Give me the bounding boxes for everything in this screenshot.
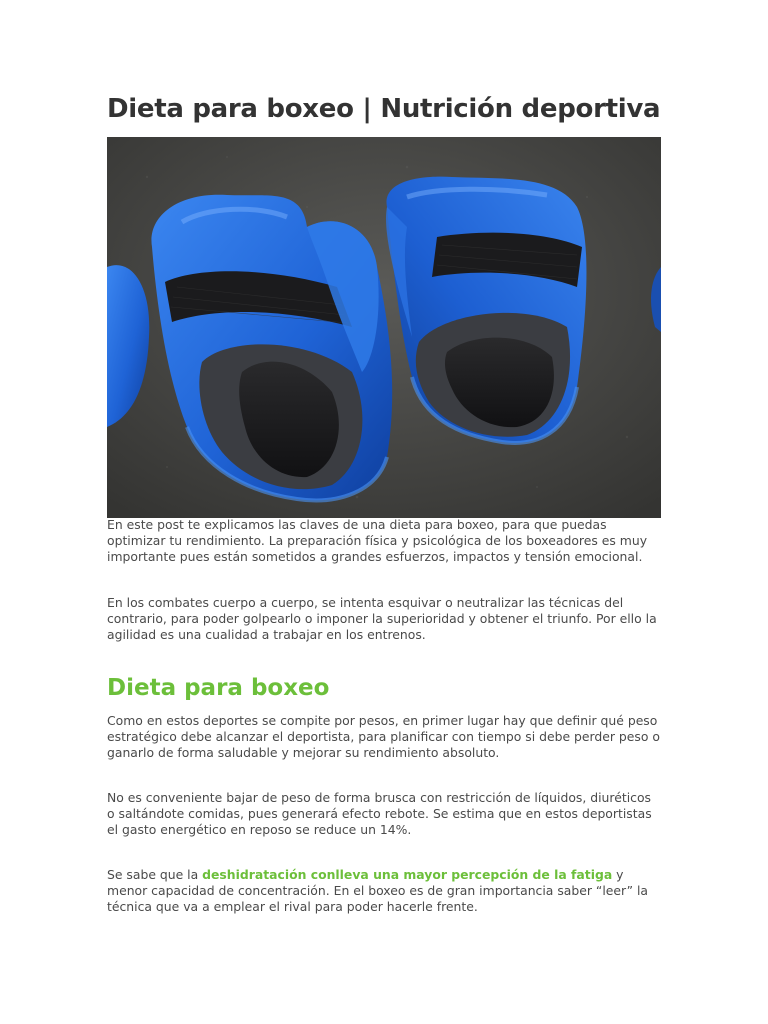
section-paragraph-2: No es conveniente bajar de peso de forma brusca con restricción de líquidos, diuréticos o saltándote comidas, pues generará efecto rebote. Se estima que en estos deportistas el gasto energético en reposo se reduce un 14%. — [107, 790, 652, 837]
boxing-gloves-illustration — [107, 137, 661, 518]
fatigue-link[interactable]: deshidratación conlleva una mayor percepción de la fatiga — [202, 867, 613, 882]
section-heading: Dieta para boxeo — [107, 675, 330, 701]
intro-paragraph-2: En los combates cuerpo a cuerpo, se intenta esquivar o neutralizar las técnicas del contrario, para poder golpearlo o imponer la superioridad y obtener el triunfo. Por ello la agilidad es una cualidad a trabajar en los entrenos. — [107, 595, 657, 642]
page-title: Dieta para boxeo | Nutrición deportiva — [107, 94, 661, 124]
section-paragraph-1: Como en estos deportes se compite por pesos, en primer lugar hay que definir qué peso estratégico debe alcanzar el deportista, para planificar con tiempo si debe perder peso o ganarlo de forma saludable y mejorar su rendimiento absoluto. — [107, 713, 660, 760]
paragraph-text-after: y menor capacidad de concentración. En el boxeo es de gran importancia saber “leer” la técnica que va a emplear el rival para poder hacerle frente. — [107, 867, 649, 914]
intro-paragraph-1: En este post te explicamos las claves de una dieta para boxeo, para que puedas optimizar tu rendimiento. La preparación física y psicológica de los boxeadores es muy importante pues están sometidos a grandes esfuerzos, impactos y tensión emocional. — [107, 517, 648, 564]
section-paragraph-3 — [107, 867, 661, 915]
paragraph-text-before: Se sabe que la — [107, 867, 203, 882]
boxing-gloves-photo — [107, 137, 661, 518]
